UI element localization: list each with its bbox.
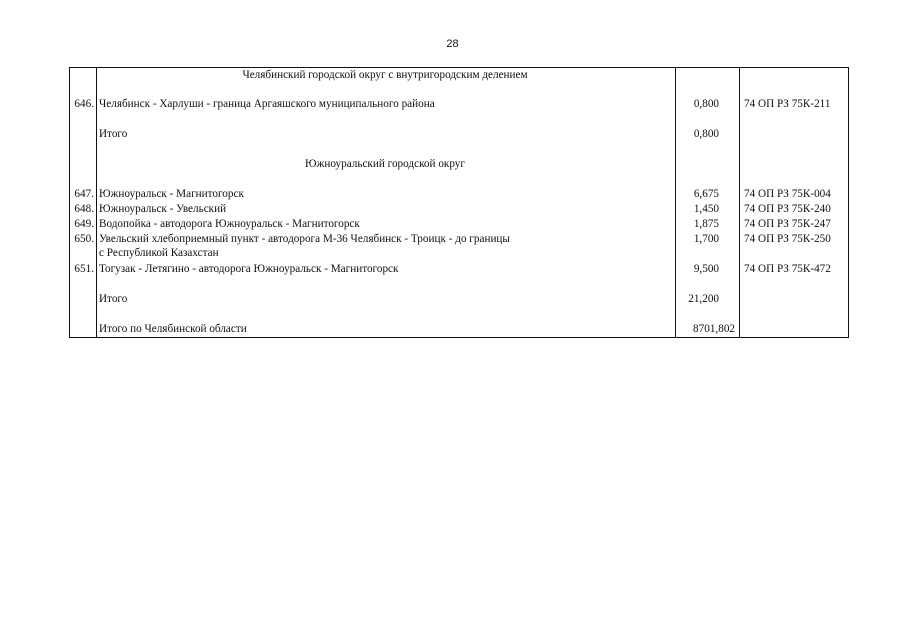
grand-total-row [70, 322, 849, 338]
spacer-row [70, 171, 849, 187]
road-name: Южноуральск - Увельский [97, 202, 676, 217]
table-row [70, 232, 849, 262]
subtotal-row [70, 292, 849, 307]
table-row [70, 187, 849, 202]
subtotal-row [70, 127, 849, 142]
row-number: 647. [70, 187, 97, 202]
subtotal-label: Итого [97, 127, 676, 142]
road-name-line-1: Увельский хлебоприемный пункт - автодорога М-36 Челябинск - Троицк - до границы [99, 233, 510, 245]
subtotal-value: 0,800 [676, 127, 740, 142]
table-row [70, 217, 849, 232]
road-length: 0,800 [676, 97, 740, 112]
road-length: 1,700 [676, 232, 740, 262]
road-length: 9,500 [676, 262, 740, 277]
row-number: 648. [70, 202, 97, 217]
spacer-row [70, 307, 849, 322]
road-length: 1,875 [676, 217, 740, 232]
road-name [97, 232, 676, 262]
roads-table [69, 67, 849, 338]
road-name-line-2: с Республикой Казахстан [99, 247, 219, 259]
section-title: Челябинский городской округ с внутригородским делением [97, 68, 676, 83]
road-code: 74 ОП РЗ 75К-247 [740, 217, 849, 232]
table-row [70, 262, 849, 277]
road-name: Челябинск - Харлуши - граница Аргаяшского муниципального района [97, 97, 676, 112]
row-number: 646. [70, 97, 97, 112]
subtotal-label: Итого [97, 292, 676, 307]
grand-total-label: Итого по Челябинской области [97, 322, 676, 338]
spacer-row [70, 82, 849, 97]
spacer-row [70, 277, 849, 292]
road-name: Тогузак - Летягино - автодорога Южноуральск - Магнитогорск [97, 262, 676, 277]
road-code: 74 ОП РЗ 75К-004 [740, 187, 849, 202]
row-number: 650. [70, 232, 97, 262]
section-title: Южноуральский городской округ [97, 157, 676, 171]
subtotal-value: 21,200 [676, 292, 740, 307]
road-code: 74 ОП РЗ 75К-211 [740, 97, 849, 112]
road-code: 74 ОП РЗ 75К-250 [740, 232, 849, 262]
page-number: 28 [446, 38, 459, 50]
section-header-row [70, 157, 849, 171]
road-name: Южноуральск - Магнитогорск [97, 187, 676, 202]
spacer-row [70, 112, 849, 127]
road-code: 74 ОП РЗ 75К-240 [740, 202, 849, 217]
table-row [70, 202, 849, 217]
road-length: 6,675 [676, 187, 740, 202]
row-number: 651. [70, 262, 97, 277]
road-length: 1,450 [676, 202, 740, 217]
road-name: Водопойка - автодорога Южноуральск - Магнитогорск [97, 217, 676, 232]
grand-total-value: 8701,802 [676, 322, 740, 338]
section-header-row [70, 68, 849, 83]
table-row [70, 97, 849, 112]
road-code: 74 ОП РЗ 75К-472 [740, 262, 849, 277]
row-number: 649. [70, 217, 97, 232]
spacer-row [70, 142, 849, 157]
